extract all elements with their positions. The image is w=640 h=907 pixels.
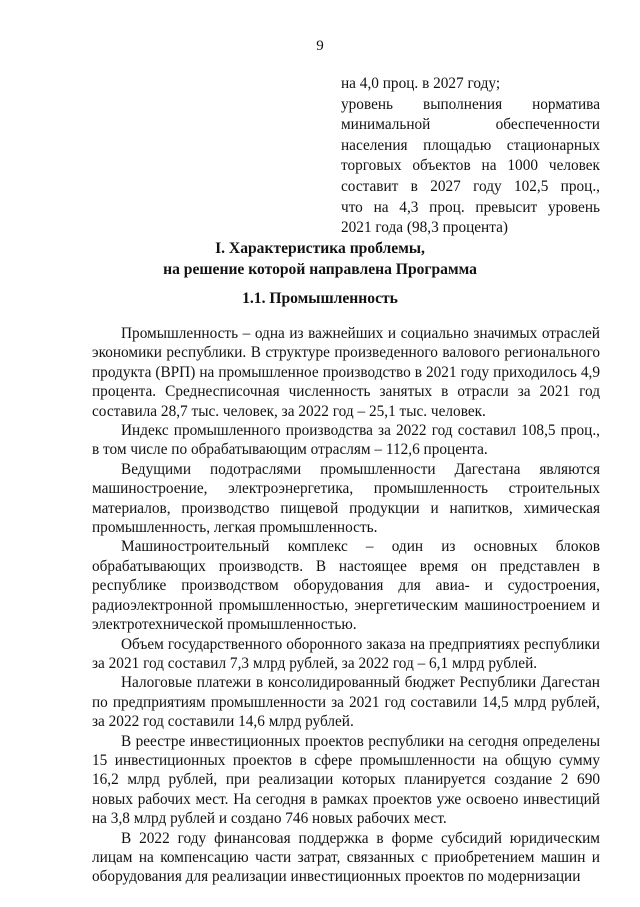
paragraph: Ведущими подотраслями промышленности Дагестана являются машиностроение, электроэнергетика, промышленность строительных материалов, производство пищевой продукции и напитков, химическая промышленность, легкая промышленность. bbox=[92, 460, 600, 537]
section-heading bbox=[0, 238, 640, 280]
page-number: 9 bbox=[316, 38, 324, 54]
list-line: 2021 года (98,3 процента) bbox=[341, 219, 509, 237]
list-line: составит в 2027 году 102,5 проц., bbox=[341, 177, 600, 195]
list-line: торговых объектов на 1000 человек bbox=[341, 157, 600, 175]
paragraph: Индекс промышленного производства за 2022 год составил 108,5 проц., в том числе по обрабатывающим отраслям – 112,6 процента. bbox=[92, 422, 600, 459]
paragraph: Машиностроительный комплекс – один из основных блоков обрабатывающих производств. В настоящее время он представлен в республике производством оборудования для авиа- и судостроения, радиоэлектронной промышленностью, энергетическим машиностроением и электротехнической промышленностью. bbox=[92, 538, 600, 634]
paragraph: Налоговые платежи в консолидированный бюджет Республики Дагестан по предприятиям промышленности за 2021 год составили 14,5 млрд рублей, за 2022 год составили 14,6 млрд рублей. bbox=[92, 674, 600, 731]
body-text bbox=[92, 324, 600, 887]
list-line: на 4,0 проц. в 2027 году; bbox=[341, 75, 501, 92]
section-heading-line: на решение которой направлена Программа bbox=[163, 261, 477, 278]
list-line: минимальной обеспеченности bbox=[341, 116, 600, 134]
paragraph: Промышленность – одна из важнейших и социально значимых отраслей экономики республики. В структуре произведенного валового регионального продукта (ВРП) на промышленное производство в 2021 году приходилось 4,9 процента. Среднесписочная численность занятых в отрасли за 2021 год составила 28,7 тыс. человек, за 2022 год – 25,1 тыс. человек. bbox=[92, 325, 600, 420]
paragraph: Объем государственного оборонного заказа на предприятиях республики за 2021 год составил 7,3 млрд рублей, за 2022 год – 6,1 млрд рублей. bbox=[92, 635, 600, 672]
section-heading-line: I. Характеристика проблемы, bbox=[215, 240, 425, 257]
paragraph: В 2022 году финансовая поддержка в форме субсидий юридическим лицам на компенсацию части затрат, связанных с приобретением машин и оборудования для реализации инвестиционных проектов по модернизации bbox=[92, 829, 600, 886]
list-line: что на 4,3 проц. превысит уровень bbox=[341, 198, 600, 216]
list-line: населения площадью стационарных bbox=[341, 136, 600, 154]
list-line: уровень выполнения норматива bbox=[341, 95, 600, 113]
subsection-heading: 1.1. Промышленность bbox=[242, 290, 398, 307]
continued-list-block bbox=[341, 74, 600, 239]
paragraph: В реестре инвестиционных проектов республики на сегодня определены 15 инвестиционных проектов в сфере промышленности на общую сумму 16,2 млрд рублей, при реализации которых планируется создание 2 690 новых рабочих мест. На сегодня в рамках проектов уже освоено инвестиций на 3,8 млрд рублей и создано 746 новых рабочих мест. bbox=[92, 732, 600, 828]
